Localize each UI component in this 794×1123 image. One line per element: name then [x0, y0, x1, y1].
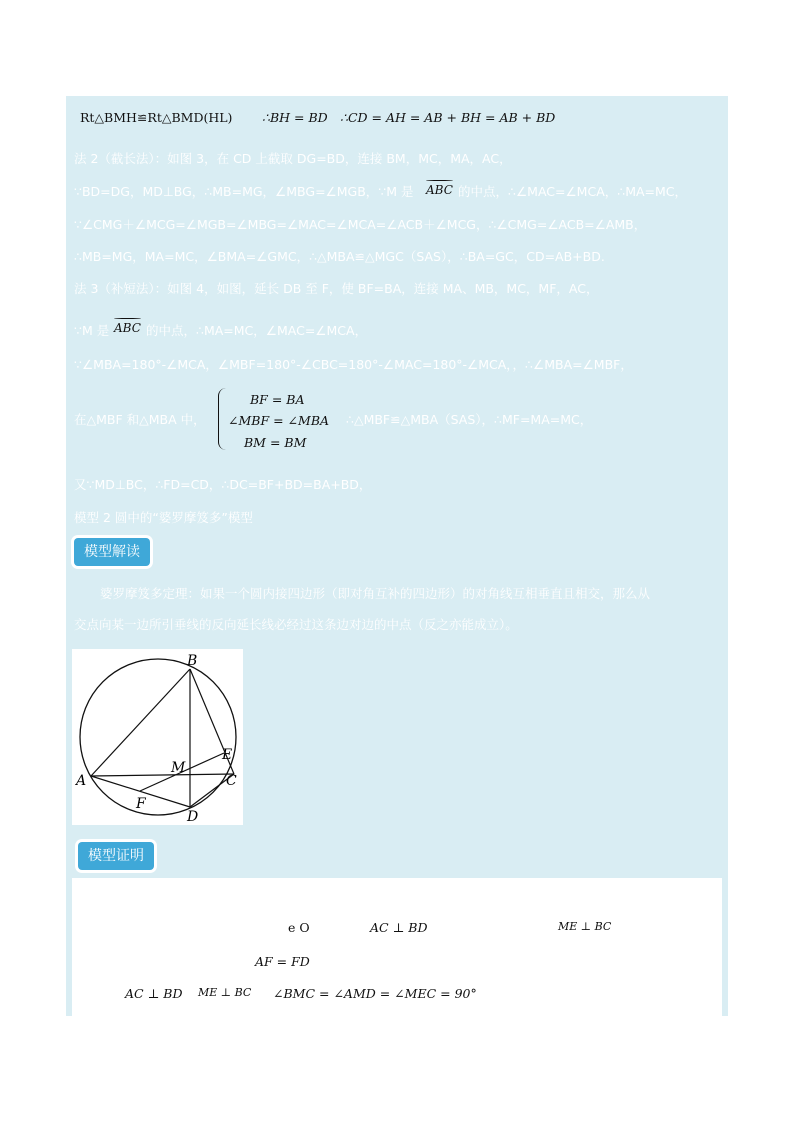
text-line	[74, 182, 414, 200]
text-line	[74, 321, 109, 339]
point-label-D: D	[187, 809, 199, 825]
segment-AC	[91, 774, 234, 776]
point-label-C: C	[226, 773, 237, 789]
text-line: 交点向某一边所引垂线的反向延长线必经过这条边对边的中点（反之亦能成立）。	[74, 617, 518, 632]
equation-brace	[218, 388, 227, 450]
formula: Rt△BMH≌Rt△BMD(HL)	[80, 110, 233, 125]
text-segment: ∵BD=DG，MD⊥BG，∴MB=MG，∠MBG=∠MGB，∵M 是	[74, 184, 414, 199]
proof-formula: AF = FD	[255, 954, 310, 969]
text-line: 法 2（截长法）：如图 3，在 CD 上截取 DG=BD，连接 BM，MC，MA，AC，	[74, 151, 512, 166]
text-line	[262, 110, 328, 125]
section-tag-reading: 模型解读	[74, 538, 150, 566]
system-line: BM = BM	[244, 435, 307, 450]
text-line	[146, 321, 367, 339]
point-label-B: B	[187, 653, 198, 669]
text-segment: 的中点，∴MA=MC，∠MAC=∠MCA，	[146, 323, 368, 338]
arc-label: ABC	[426, 183, 453, 197]
text-line: 婆罗摩笈多定理：如果一个圆内接四边形（即对角互补的四边形）的对角线互相垂直且相交，那么从	[100, 586, 651, 601]
circle-diagram	[72, 649, 243, 825]
proof-formula: AC ⊥ BD	[125, 986, 183, 1001]
point-label-E: E	[222, 747, 233, 763]
formula: ∴CD = AH = AB + BH = AB + BD	[340, 110, 556, 125]
proof-formula: ME ⊥ BC	[198, 986, 252, 999]
text-line	[458, 182, 687, 200]
text-line	[340, 110, 555, 125]
text-line: 在△MBF 和△MBA 中，	[74, 412, 206, 427]
text-line: ∴△MBF≌△MBA（SAS），∴MF=MA=MC，	[346, 412, 593, 427]
point-label-A: A	[76, 773, 87, 789]
text-segment: 的中点，∴∠MAC=∠MCA，∴MA=MC，	[458, 184, 688, 199]
arc-label: ABC	[114, 321, 141, 335]
text-line: ∵∠CMG＋∠MCG=∠MGB=∠MBG=∠MAC=∠MCA=∠ACB＋∠MCG，∴∠CMG=∠ACB=∠AMB，	[74, 217, 647, 232]
point-label-F: F	[136, 796, 146, 812]
proof-formula: AC ⊥ BD	[370, 920, 428, 935]
circle	[80, 659, 236, 815]
system-line: ∠MBF = ∠MBA	[228, 413, 330, 428]
proof-formula: e O	[288, 920, 310, 935]
text-segment: ∵M 是	[74, 323, 110, 338]
text-line: ∴MB=MG，MA=MC，∠BMA=∠GMC，∴△MBA≌△MGC（SAS），∴BA=GC，CD=AB+BD.	[74, 249, 605, 264]
proof-formula: ∠BMC = ∠AMD = ∠MEC = 90°	[273, 986, 477, 1001]
point-label-M: M	[171, 760, 186, 776]
text-line: 模型 2 圆中的“婆罗摩笈多”模型	[74, 510, 253, 525]
text-line: ∵∠MBA=180°-∠MCA，∠MBF=180°-∠CBC=180°-∠MAC=180°-∠MCA，，∴∠MBA=∠MBF，	[74, 357, 633, 372]
section-tag-proof: 模型证明	[78, 842, 154, 870]
proof-formula: ME ⊥ BC	[558, 920, 612, 933]
geometry-figure	[72, 649, 243, 825]
text-line	[80, 110, 232, 125]
system-line: BF = BA	[250, 392, 305, 407]
text-line: 又∵MD⊥BC，∴FD=CD，∴DC=BF+BD=BA+BD，	[74, 477, 372, 492]
formula: ∴BH = BD	[262, 110, 328, 125]
text-line: 法 3（补短法）：如图 4，如图，延长 DB 至 F，使 BF=BA，连接 MA、MB，MC，MF，AC，	[74, 281, 599, 296]
